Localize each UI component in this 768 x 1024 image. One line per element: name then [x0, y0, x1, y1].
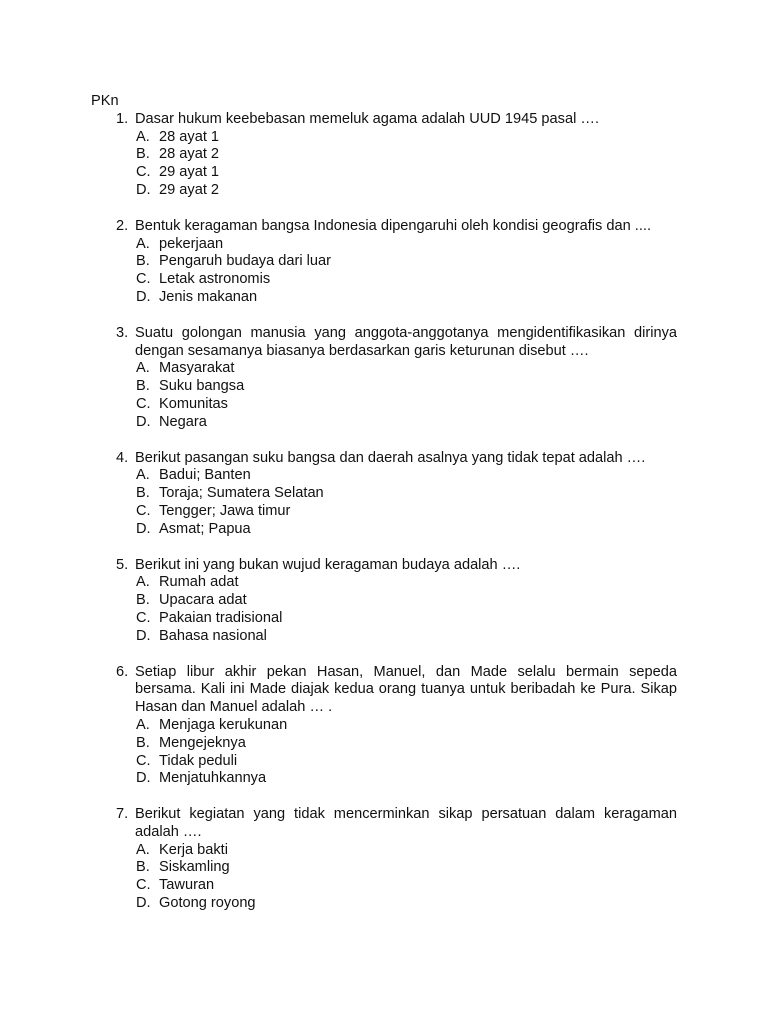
question-number: [91, 557, 135, 575]
option-text: Menjaga kerukunan: [159, 716, 288, 733]
option-letter: B.: [136, 734, 150, 751]
answer-option: [91, 182, 677, 200]
question-number: [91, 325, 135, 361]
answer-option: [91, 289, 677, 307]
answer-option: [91, 859, 677, 877]
question-number-label: 1.: [116, 110, 129, 127]
question-number-label: 6.: [116, 663, 129, 680]
question-row: [91, 557, 677, 575]
question-number: [91, 664, 135, 717]
option-text: 29 ayat 1: [159, 164, 220, 181]
option-letter: A.: [136, 467, 150, 484]
answer-option: [91, 253, 677, 271]
option-text: Mengejeknya: [159, 734, 246, 751]
answer-option: [91, 396, 677, 414]
question-row: [91, 450, 677, 468]
question-number: [91, 450, 135, 468]
option-text: 28 ayat 2: [159, 146, 220, 163]
option-letter: A.: [136, 841, 150, 858]
question-5: [91, 557, 677, 646]
question-number-label: 3.: [116, 324, 129, 341]
option-text: Negara: [159, 413, 207, 430]
option-letter: B.: [136, 146, 150, 163]
question-text: Berikut pasangan suku bangsa dan daerah asalnya yang tidak tepat adalah ….: [135, 449, 646, 466]
option-text: Toraja; Sumatera Selatan: [159, 485, 324, 502]
subject-heading: PKn: [91, 93, 119, 109]
option-text: 29 ayat 2: [159, 181, 220, 198]
option-letter: A.: [136, 128, 150, 145]
option-text: 28 ayat 1: [159, 128, 220, 145]
option-text: Tengger; Jawa timur: [159, 502, 291, 519]
option-text: Rumah adat: [159, 574, 239, 591]
option-letter: B.: [136, 859, 150, 876]
document-page: [91, 93, 677, 931]
question-text: Berikut kegiatan yang tidak mencerminkan sikap persatuan dalam keragaman adalah ….: [135, 806, 677, 840]
answer-option: [91, 378, 677, 396]
option-text: Tidak peduli: [159, 752, 238, 769]
option-text: Badui; Banten: [159, 467, 251, 484]
answer-option: [91, 877, 677, 895]
question-row: [91, 218, 677, 236]
answer-option: [91, 770, 677, 788]
question-number: [91, 111, 135, 129]
answer-option: [91, 271, 677, 289]
answer-option: [91, 610, 677, 628]
answer-option: [91, 414, 677, 432]
option-letter: C.: [136, 502, 151, 519]
option-text: Upacara adat: [159, 592, 247, 609]
option-letter: C.: [136, 395, 151, 412]
option-letter: D.: [136, 520, 151, 537]
question-6: [91, 664, 677, 789]
question-7: [91, 806, 677, 913]
option-letter: C.: [136, 752, 151, 769]
answer-option: [91, 592, 677, 610]
question-number-label: 4.: [116, 449, 129, 466]
option-letter: C.: [136, 271, 151, 288]
answer-option: [91, 735, 677, 753]
option-letter: D.: [136, 627, 151, 644]
option-text: Suku bangsa: [159, 378, 245, 395]
question-text: Berikut ini yang bukan wujud keragaman budaya adalah ….: [135, 556, 521, 573]
option-letter: B.: [136, 485, 150, 502]
option-letter: A.: [136, 574, 150, 591]
answer-option: [91, 842, 677, 860]
answer-option: [91, 146, 677, 164]
option-letter: C.: [136, 877, 151, 894]
option-letter: D.: [136, 770, 151, 787]
option-text: Jenis makanan: [159, 288, 258, 305]
option-text: Komunitas: [159, 395, 228, 412]
question-text: Setiap libur akhir pekan Hasan, Manuel, dan Made selalu bermain sepeda bersama. Kali ini Made diajak kedua orang tuanya untuk beribadah ke Pura. Sikap Hasan dan Manuel adalah … .: [135, 663, 677, 716]
question-text: Bentuk keragaman bangsa Indonesia dipengaruhi oleh kondisi geografis dan ....: [135, 217, 652, 234]
question-number: [91, 806, 135, 842]
question-text: Dasar hukum keebebasan memeluk agama adalah UUD 1945 pasal ….: [135, 110, 600, 127]
option-letter: D.: [136, 181, 151, 198]
answer-option: [91, 129, 677, 147]
question-row: [91, 664, 677, 717]
question-2: [91, 218, 677, 307]
question-row: [91, 325, 677, 361]
answer-option: [91, 360, 677, 378]
option-text: Asmat; Papua: [159, 520, 251, 537]
question-text: Suatu golongan manusia yang anggota-anggotanya mengidentifikasikan dirinya dengan sesamanya biasanya berdasarkan garis keturunan disebut ….: [135, 324, 677, 359]
answer-option: [91, 467, 677, 485]
question-list: [91, 111, 677, 913]
option-text: Siskamling: [159, 859, 230, 876]
option-text: Menjatuhkannya: [159, 770, 267, 787]
option-letter: A.: [136, 716, 150, 733]
question-row: [91, 111, 677, 129]
answer-option: [91, 521, 677, 539]
option-letter: D.: [136, 288, 151, 305]
option-letter: D.: [136, 895, 151, 912]
option-letter: A.: [136, 360, 150, 377]
question-4: [91, 450, 677, 539]
option-letter: B.: [136, 592, 150, 609]
question-number-label: 5.: [116, 556, 129, 573]
question-number: [91, 218, 135, 236]
answer-option: [91, 574, 677, 592]
option-text: Pakaian tradisional: [159, 609, 283, 626]
answer-option: [91, 628, 677, 646]
question-3: [91, 325, 677, 432]
option-text: pekerjaan: [159, 235, 224, 252]
answer-option: [91, 236, 677, 254]
question-number-label: 2.: [116, 217, 129, 234]
answer-option: [91, 895, 677, 913]
option-text: Gotong royong: [159, 895, 256, 912]
option-letter: C.: [136, 164, 151, 181]
answer-option: [91, 503, 677, 521]
answer-option: [91, 164, 677, 182]
option-text: Pengaruh budaya dari luar: [159, 253, 332, 270]
option-letter: D.: [136, 413, 151, 430]
option-text: Letak astronomis: [159, 271, 271, 288]
answer-option: [91, 753, 677, 771]
answer-option: [91, 485, 677, 503]
option-text: Bahasa nasional: [159, 627, 267, 644]
option-letter: B.: [136, 378, 150, 395]
option-text: Tawuran: [159, 877, 215, 894]
question-1: [91, 111, 677, 200]
question-row: [91, 806, 677, 842]
option-letter: C.: [136, 609, 151, 626]
question-number-label: 7.: [116, 806, 129, 823]
option-text: Kerja bakti: [159, 841, 228, 858]
option-letter: A.: [136, 235, 150, 252]
option-text: Masyarakat: [159, 360, 235, 377]
option-letter: B.: [136, 253, 150, 270]
answer-option: [91, 717, 677, 735]
